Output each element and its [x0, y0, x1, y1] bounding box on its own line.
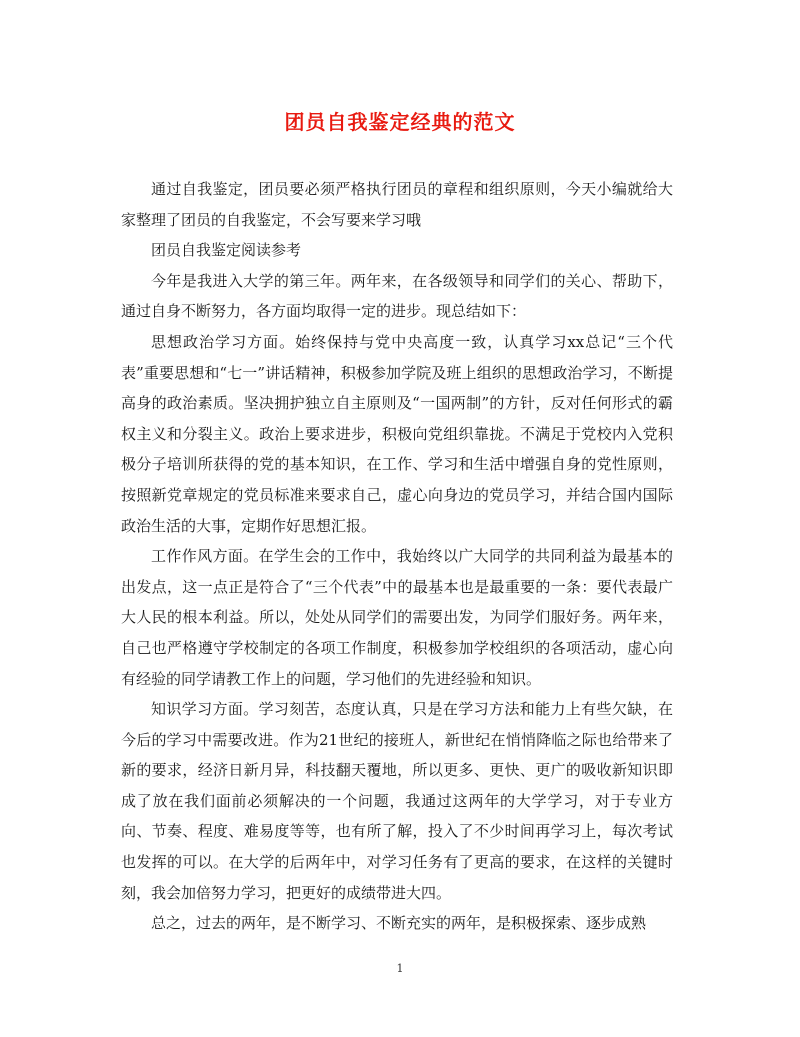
paragraph-subheading: 团员自我鉴定阅读参考 — [151, 241, 302, 260]
paragraph-knowledge-study: 知识学习方面。学习刻苦，态度认真，只是在学习方法和能力上有些欠缺，在今后的学习中需要改进。作为21世纪的接班人，新世纪在悄悄降临之际也给带来了新的要求，经济日新月异，科技翻天覆地，所以更多、更快、更广的吸收新知识即成了放在我们面前必须解决的一个问题，我通过这两年的大学学习，对于专业方向、节奏、程度、难易度等等，也有所了解，投入了不少时间再学习上，每次考试也发挥的可以。在大学的后两年中，对学习任务有了更高的要求，在这样的关键时刻，我会加倍努力学习，把更好的成绩带进大四。 — [121, 700, 673, 902]
paragraph-political-study: 思想政治学习方面。始终保持与党中央高度一致，认真学习xx总记“三个代表”重要思想和“七一”讲话精神，积极参加学院及班上组织的思想政治学习，不断提高身的政治素质。坚决拥护独立自主原则及“一国两制”的方针，反对任何形式的霸权主义和分裂主义。政治上要求进步，积极向党组织靠拢。不满足于党校内入党积极分子培训所获得的党的基本知识，在工作、学习和生活中增强自身的党性原则，按照新党章规定的党员标准来要求自己，虚心向身边的党员学习，并结合国内国际政治生活的大事，定期作好思想汇报。 — [121, 332, 673, 535]
paragraph-work-style: 工作作风方面。在学生会的工作中，我始终以广大同学的共同利益为最基本的出发点，这一点正是符合了“三个代表”中的最基本也是最重要的一条：要代表最广大人民的根本利益。所以，处处从同学们的需要出发，为同学们服好务。两年来，自己也严格遵守学校制定的各项工作制度，积极参加学校组织的各项活动，虚心向有经验的同学请教工作上的问题，学习他们的先进经验和知识。 — [121, 547, 673, 688]
document-body — [121, 174, 673, 939]
paragraph-overview: 今年是我进入大学的第三年。两年来，在各级领导和同学们的关心、帮助下，通过自身不断努力，各方面均取得一定的进步。现总结如下： — [121, 271, 673, 321]
page-number: 1 — [396, 962, 404, 975]
document-title: 团员自我鉴定经典的范文 — [284, 110, 516, 134]
paragraph-summary: 总之，过去的两年，是不断学习、不断充实的两年，是积极探索、逐步成熟 — [151, 914, 647, 933]
paragraph-intro: 通过自我鉴定，团员要必须严格执行团员的章程和组织原则，今天小编就给大家整理了团员的自我鉴定，不会写要来学习哦 — [121, 180, 673, 229]
